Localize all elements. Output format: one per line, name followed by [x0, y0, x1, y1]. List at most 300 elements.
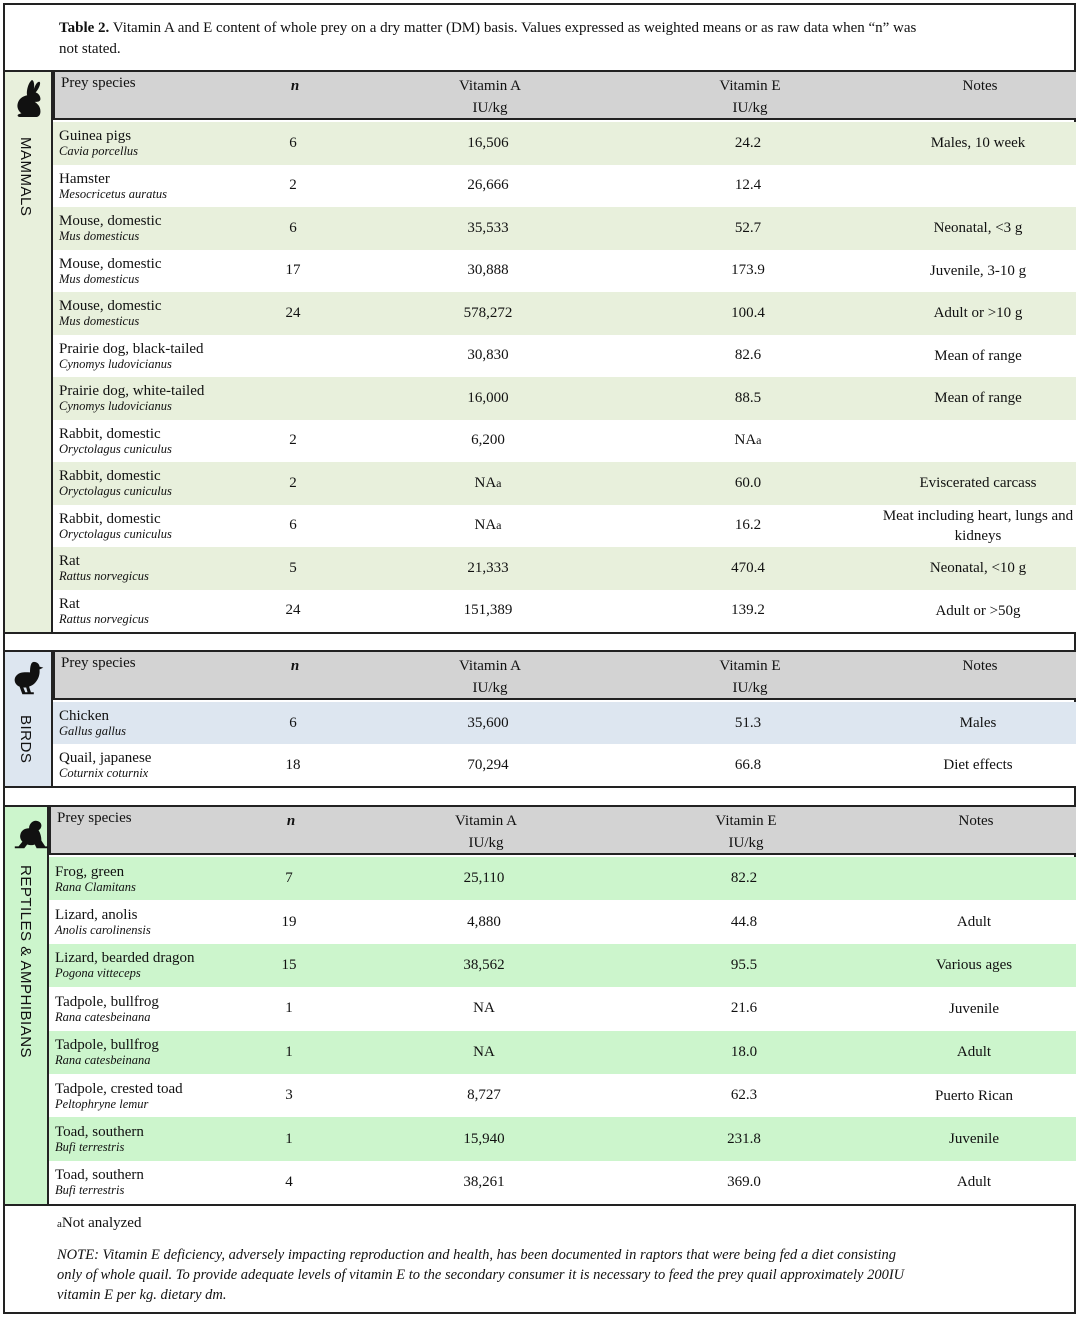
header-vitamin-a [425, 72, 555, 118]
section-reptiles-amphibians [5, 805, 1076, 1206]
prey-name-cell [55, 987, 265, 1030]
vitamin-e-cell [679, 987, 809, 1030]
vitamin-a-value: 26,666 [467, 177, 509, 194]
vitamin-e-value: 95.5 [730, 956, 758, 973]
scientific-name: Oryctolagus cuniculus [59, 526, 172, 541]
vitamin-e-value: 62.3 [730, 1087, 758, 1104]
prey-name-cell [59, 462, 269, 505]
vitamin-e-value: 24.2 [734, 134, 762, 151]
vitamin-a-cell [423, 292, 553, 335]
notes-cell [873, 165, 1080, 208]
header-n [265, 72, 325, 118]
vitamin-a-cell [419, 1031, 549, 1074]
notes-cell [873, 547, 1080, 590]
notes-value: Adult or >50g [935, 602, 1021, 619]
notes-value: Diet effects [943, 757, 1013, 773]
vitamin-a-cell [419, 857, 549, 900]
header-n-label: n [290, 78, 300, 94]
notes-value: Meat including heart, lungs and kidneys [882, 507, 1074, 544]
footnote [57, 1215, 141, 1232]
scientific-name: Rana Clamitans [55, 879, 136, 894]
prey-name-cell [55, 900, 265, 943]
header-notes-label: Notes [958, 813, 994, 829]
table-row [53, 505, 1076, 548]
vitamin-e-value: 21.6 [730, 1000, 758, 1017]
table-row [53, 250, 1076, 293]
notes-cell [873, 590, 1080, 633]
notes-value: Mean of range [934, 390, 1022, 407]
header-prey-species [57, 807, 267, 853]
vitamin-a-cell [419, 1117, 549, 1160]
vitamin-a-value: NA [474, 474, 497, 491]
rabbit-icon [11, 78, 49, 120]
scientific-name: Rana catesbeinana [55, 1009, 151, 1024]
header-notes-label: Notes [962, 78, 998, 94]
n-value: 3 [285, 1087, 293, 1104]
vitamin-e-value: 88.5 [734, 389, 762, 406]
n-cell [259, 1117, 319, 1160]
vitamin-e-value: 16.2 [734, 517, 762, 534]
prey-name-cell [55, 857, 265, 900]
header-vitamin-e [685, 652, 815, 698]
section-sidebar [5, 807, 49, 1204]
n-cell [263, 122, 323, 165]
header-vitamin-a-label: Vitamin A [458, 78, 521, 94]
vitamin-e-cell [679, 1117, 809, 1160]
notes-value: Neonatal, <10 g [929, 560, 1027, 577]
section-birds [5, 650, 1076, 788]
vitamin-a-value: 38,261 [463, 1173, 505, 1190]
prey-name-cell [59, 377, 269, 420]
frog-icon [11, 813, 49, 855]
vitamin-a-value: 70,294 [467, 756, 509, 773]
vitamin-e-value: 369.0 [727, 1173, 761, 1190]
header-notes [875, 72, 1080, 118]
vitamin-a-value: NA [473, 1000, 495, 1017]
common-name: Mouse, domestic [59, 298, 162, 315]
notes-cell [869, 1161, 1079, 1204]
vitamin-a-cell [423, 207, 553, 250]
table-row [53, 207, 1076, 250]
prey-name-cell [59, 702, 269, 744]
table-row [49, 857, 1076, 900]
footnote-marker: a [57, 1218, 62, 1230]
notes-cell [873, 420, 1080, 463]
n-cell [263, 505, 323, 548]
vitamin-e-cell [683, 744, 813, 786]
n-value: 7 [285, 870, 293, 887]
common-name: Lizard, anolis [55, 907, 138, 924]
vitamin-a-value: 16,000 [467, 389, 509, 406]
notes-value: Males, 10 week [930, 135, 1026, 152]
common-name: Guinea pigs [59, 128, 132, 145]
header-vitamin-e-label: Vitamin E [719, 78, 781, 94]
scientific-name: Mesocricetus auratus [59, 186, 167, 201]
table-header [53, 652, 1076, 700]
notes-cell [873, 335, 1080, 378]
table-header [53, 72, 1076, 120]
table-row [53, 744, 1076, 786]
vitamin-e-cell [683, 505, 813, 548]
vitamin-a-cell [423, 165, 553, 208]
section-label: MAMMALS [17, 137, 34, 217]
n-cell [263, 207, 323, 250]
vitamin-a-cell [419, 1161, 549, 1204]
notes-cell [873, 122, 1080, 165]
table-row [49, 944, 1076, 987]
header-n-label: n [290, 658, 300, 674]
scientific-name: Rattus norvegicus [59, 569, 149, 584]
header-vitamin-e-unit: IU/kg [728, 835, 764, 851]
notes-cell [869, 900, 1079, 943]
notes-value: Eviscerated carcass [919, 475, 1037, 492]
vitamin-a-value: NA [473, 1043, 495, 1060]
header-vitamin-a [421, 807, 551, 853]
header-vitamin-a-unit: IU/kg [472, 680, 508, 696]
prey-name-cell [59, 547, 269, 590]
common-name: Quail, japanese [59, 750, 152, 766]
prey-name-cell [59, 744, 269, 786]
n-value: 15 [281, 956, 297, 973]
table-row [53, 462, 1076, 505]
section-mammals [5, 70, 1076, 634]
vitamin-e-value: 231.8 [727, 1130, 761, 1147]
vitamin-e-value: 18.0 [730, 1043, 758, 1060]
vitamin-a-footnote-marker: a [496, 518, 502, 533]
vitamin-e-value: 66.8 [734, 756, 762, 773]
vitamin-a-cell [423, 335, 553, 378]
n-value: 4 [285, 1173, 293, 1190]
vitamin-e-cell [683, 335, 813, 378]
vitamin-e-cell [683, 462, 813, 505]
notes-cell [873, 702, 1080, 744]
notes-value: Adult [956, 1174, 992, 1191]
vitamin-e-value: 100.4 [731, 304, 765, 321]
vitamin-a-footnote-marker: a [496, 475, 502, 490]
quail-icon [11, 658, 49, 700]
notes-value: Males [959, 715, 997, 731]
caption-text: Vitamin A and E content of whole prey on a dry matter (DM) basis. Values expressed as weighted means or as raw data when “n” was not stated. [59, 20, 917, 57]
header-vitamin-a-label: Vitamin A [454, 813, 517, 829]
table-row [53, 165, 1076, 208]
prey-name-cell [59, 505, 269, 548]
header-vitamin-a-unit: IU/kg [472, 100, 508, 116]
scientific-name: Mus domesticus [59, 271, 140, 286]
vitamin-a-cell [419, 900, 549, 943]
vitamin-a-value: 16,506 [467, 134, 509, 151]
n-cell [263, 335, 323, 378]
notes-value: Juvenile, 3-10 g [929, 262, 1027, 279]
scientific-name: Cavia porcellus [59, 144, 139, 159]
prey-name-cell [59, 207, 269, 250]
header-vitamin-e-unit: IU/kg [732, 680, 768, 696]
scientific-name: Rana catesbeinana [55, 1053, 151, 1068]
n-value: 5 [289, 559, 297, 576]
n-value: 18 [285, 756, 301, 773]
vitamin-a-value: 35,533 [467, 219, 509, 236]
scientific-name: Cynomys ludovicianus [59, 356, 172, 371]
notes-cell [869, 1117, 1079, 1160]
header-vitamin-e-label: Vitamin E [715, 813, 777, 829]
prey-name-cell [59, 335, 269, 378]
notes-value: Adult or >10 g [933, 305, 1023, 322]
vitamin-a-cell [419, 1074, 549, 1117]
common-name: Rabbit, domestic [59, 510, 161, 527]
vitamin-a-cell [423, 377, 553, 420]
notes-value: Puerto Rican [935, 1087, 1013, 1104]
vitamin-e-cell [683, 420, 813, 463]
notes-cell [873, 377, 1080, 420]
header-vitamin-e [681, 807, 811, 853]
n-cell [259, 987, 319, 1030]
scientific-name: Coturnix coturnix [59, 766, 149, 780]
n-value: 17 [285, 262, 301, 279]
vitamin-e-cell [683, 292, 813, 335]
scientific-name: Gallus gallus [59, 724, 127, 738]
notes-cell [873, 250, 1080, 293]
n-cell [263, 377, 323, 420]
vitamin-a-cell [423, 462, 553, 505]
table-row [53, 122, 1076, 165]
section-sidebar [5, 72, 53, 632]
table-row [49, 1161, 1076, 1204]
notes-value: Juvenile [949, 1000, 999, 1017]
scientific-name: Anolis carolinensis [55, 923, 151, 938]
table-row [53, 547, 1076, 590]
vitamin-e-cell [683, 377, 813, 420]
vitamin-a-value: 8,727 [467, 1087, 501, 1104]
vitamin-a-value: NA [474, 517, 497, 534]
common-name: Rat [59, 595, 80, 612]
vitamin-a-value: 35,600 [467, 714, 509, 731]
header-vitamin-a [425, 652, 555, 698]
vitamin-e-value: 82.6 [734, 347, 762, 364]
section-sidebar [5, 652, 53, 786]
header-prey-species-label: Prey species [61, 655, 136, 671]
vitamin-a-value: 4,880 [467, 913, 501, 930]
common-name: Prairie dog, white-tailed [59, 383, 205, 400]
prey-name-cell [55, 944, 265, 987]
n-cell [263, 547, 323, 590]
vitamin-e-cell [679, 944, 809, 987]
vitamin-a-cell [423, 505, 553, 548]
n-cell [263, 590, 323, 633]
notes-cell [869, 857, 1079, 900]
section-label: BIRDS [17, 715, 34, 764]
header-notes-label: Notes [962, 658, 998, 674]
common-name: Rabbit, domestic [59, 425, 161, 442]
vitamin-a-value: 578,272 [463, 304, 513, 321]
n-value: 1 [285, 1043, 293, 1060]
table-row [49, 900, 1076, 943]
vitamin-a-cell [423, 547, 553, 590]
common-name: Frog, green [55, 863, 125, 880]
common-name: Tadpole, bullfrog [55, 993, 159, 1010]
vitamin-e-cell [683, 590, 813, 633]
prey-name-cell [59, 590, 269, 633]
vitamin-a-value: 30,830 [467, 347, 509, 364]
notes-cell [873, 744, 1080, 786]
table-header [49, 807, 1076, 855]
header-notes [875, 652, 1080, 698]
vitamin-e-value: 12.4 [734, 177, 762, 194]
header-n [261, 807, 321, 853]
header-notes [871, 807, 1080, 853]
prey-name-cell [55, 1117, 265, 1160]
table-row [53, 377, 1076, 420]
vitamin-a-cell [423, 122, 553, 165]
vitamin-a-cell [419, 944, 549, 987]
table-row [53, 292, 1076, 335]
vitamin-e-value: 51.3 [734, 714, 762, 731]
notes-cell [869, 944, 1079, 987]
footnote-text: Not analyzed [61, 1215, 142, 1231]
scientific-name: Cynomys ludovicianus [59, 399, 172, 414]
scientific-name: Peltophryne lemur [55, 1096, 149, 1111]
notes-cell [873, 462, 1080, 505]
header-n [265, 652, 325, 698]
vitamin-e-value: 44.8 [730, 913, 758, 930]
notes-value: Neonatal, <3 g [933, 220, 1023, 237]
common-name: Rabbit, domestic [59, 468, 161, 485]
vitamin-e-cell [679, 900, 809, 943]
scientific-name: Oryctolagus cuniculus [59, 484, 172, 499]
vitamin-e-cell [683, 250, 813, 293]
common-name: Prairie dog, black-tailed [59, 340, 204, 357]
common-name: Hamster [59, 170, 110, 187]
common-name: Toad, southern [55, 1167, 144, 1184]
table-row [53, 335, 1076, 378]
n-cell [259, 1074, 319, 1117]
header-vitamin-e-label: Vitamin E [719, 658, 781, 674]
n-cell [259, 857, 319, 900]
vitamin-a-cell [423, 744, 553, 786]
prey-name-cell [59, 420, 269, 463]
prey-name-cell [59, 292, 269, 335]
notes-value: Adult [956, 914, 992, 931]
header-n-label: n [286, 813, 296, 829]
prey-name-cell [55, 1074, 265, 1117]
vitamin-e-cell [683, 547, 813, 590]
table-row [53, 420, 1076, 463]
n-value: 24 [285, 304, 301, 321]
notes-value: Various ages [935, 957, 1013, 974]
n-value: 6 [289, 134, 297, 151]
n-value: 24 [285, 602, 301, 619]
notes-value: Mean of range [934, 347, 1022, 364]
prey-name-cell [59, 165, 269, 208]
vitamin-a-value: 6,200 [471, 432, 505, 449]
vitamin-e-footnote-marker: a [756, 433, 762, 448]
header-prey-species-label: Prey species [57, 810, 132, 826]
n-value: 1 [285, 1130, 293, 1147]
notes-cell [873, 207, 1080, 250]
vitamin-e-cell [683, 122, 813, 165]
vitamin-a-value: 38,562 [463, 956, 505, 973]
n-cell [259, 1161, 319, 1204]
vitamin-e-cell [679, 1074, 809, 1117]
vitamin-a-value: 25,110 [463, 870, 505, 887]
n-cell [259, 1031, 319, 1074]
table-row [53, 590, 1076, 633]
common-name: Rat [59, 553, 80, 570]
scientific-name: Bufi terrestris [55, 1183, 125, 1198]
n-value: 1 [285, 1000, 293, 1017]
vitamin-e-value: 52.7 [734, 219, 762, 236]
header-vitamin-e-unit: IU/kg [732, 100, 768, 116]
vitamin-e-cell [683, 702, 813, 744]
header-vitamin-a-unit: IU/kg [468, 835, 504, 851]
n-cell [259, 944, 319, 987]
notes-cell [869, 987, 1079, 1030]
header-prey-species-label: Prey species [61, 75, 136, 91]
vitamin-e-cell [679, 1031, 809, 1074]
vitamin-a-cell [423, 702, 553, 744]
notes-cell [869, 1074, 1079, 1117]
scientific-name: Rattus norvegicus [59, 611, 149, 626]
prey-name-cell [59, 250, 269, 293]
vitamin-e-value: 470.4 [731, 559, 765, 576]
n-value: 6 [289, 219, 297, 236]
common-name: Mouse, domestic [59, 255, 162, 272]
vitamin-e-cell [679, 1161, 809, 1204]
n-cell [263, 744, 323, 786]
notes-cell [869, 1031, 1079, 1074]
vitamin-e-value: NA [734, 432, 757, 449]
scientific-name: Mus domesticus [59, 314, 140, 329]
n-value: 19 [281, 913, 297, 930]
n-cell [263, 462, 323, 505]
header-prey-species [61, 652, 271, 698]
common-name: Tadpole, crested toad [55, 1080, 183, 1097]
n-value: 6 [289, 714, 297, 731]
vitamin-a-cell [423, 590, 553, 633]
notes-cell [873, 292, 1080, 335]
table-row [49, 1031, 1076, 1074]
common-name: Mouse, domestic [59, 213, 162, 230]
table-caption [59, 18, 929, 60]
header-vitamin-e [685, 72, 815, 118]
note-text: NOTE: Vitamin E deficiency, adversely impacting reproduction and health, has been documented in raptors that were being fed a diet consisting only of whole quail. To provide adequate levels of vitamin E to the secondary consumer it is necessary to feed the prey quail approximately 200IU vitamin E per kg. dietary dm. [57, 1247, 905, 1303]
n-value: 6 [289, 517, 297, 534]
vitamin-a-value: 15,940 [463, 1130, 505, 1147]
n-value: 2 [289, 432, 297, 449]
scientific-name: Bufi terrestris [55, 1140, 125, 1155]
vitamin-a-value: 21,333 [467, 559, 509, 576]
n-cell [263, 292, 323, 335]
n-cell [263, 165, 323, 208]
notes-value: Juvenile [949, 1131, 999, 1148]
prey-name-cell [55, 1161, 265, 1204]
n-value: 2 [289, 177, 297, 194]
vitamin-a-cell [423, 250, 553, 293]
notes-value: Adult [956, 1044, 992, 1061]
common-name: Chicken [59, 708, 109, 724]
table-row [49, 1117, 1076, 1160]
n-cell [263, 702, 323, 744]
n-value: 2 [289, 474, 297, 491]
common-name: Lizard, bearded dragon [55, 950, 195, 967]
prey-name-cell [55, 1031, 265, 1074]
vitamin-e-value: 173.9 [731, 262, 765, 279]
table-row [49, 987, 1076, 1030]
scientific-name: Pogona vitteceps [55, 966, 141, 981]
vitamin-a-cell [419, 987, 549, 1030]
notes-cell [873, 505, 1080, 548]
header-prey-species [61, 72, 271, 118]
vitamin-e-value: 60.0 [734, 474, 762, 491]
common-name: Tadpole, bullfrog [55, 1037, 159, 1054]
